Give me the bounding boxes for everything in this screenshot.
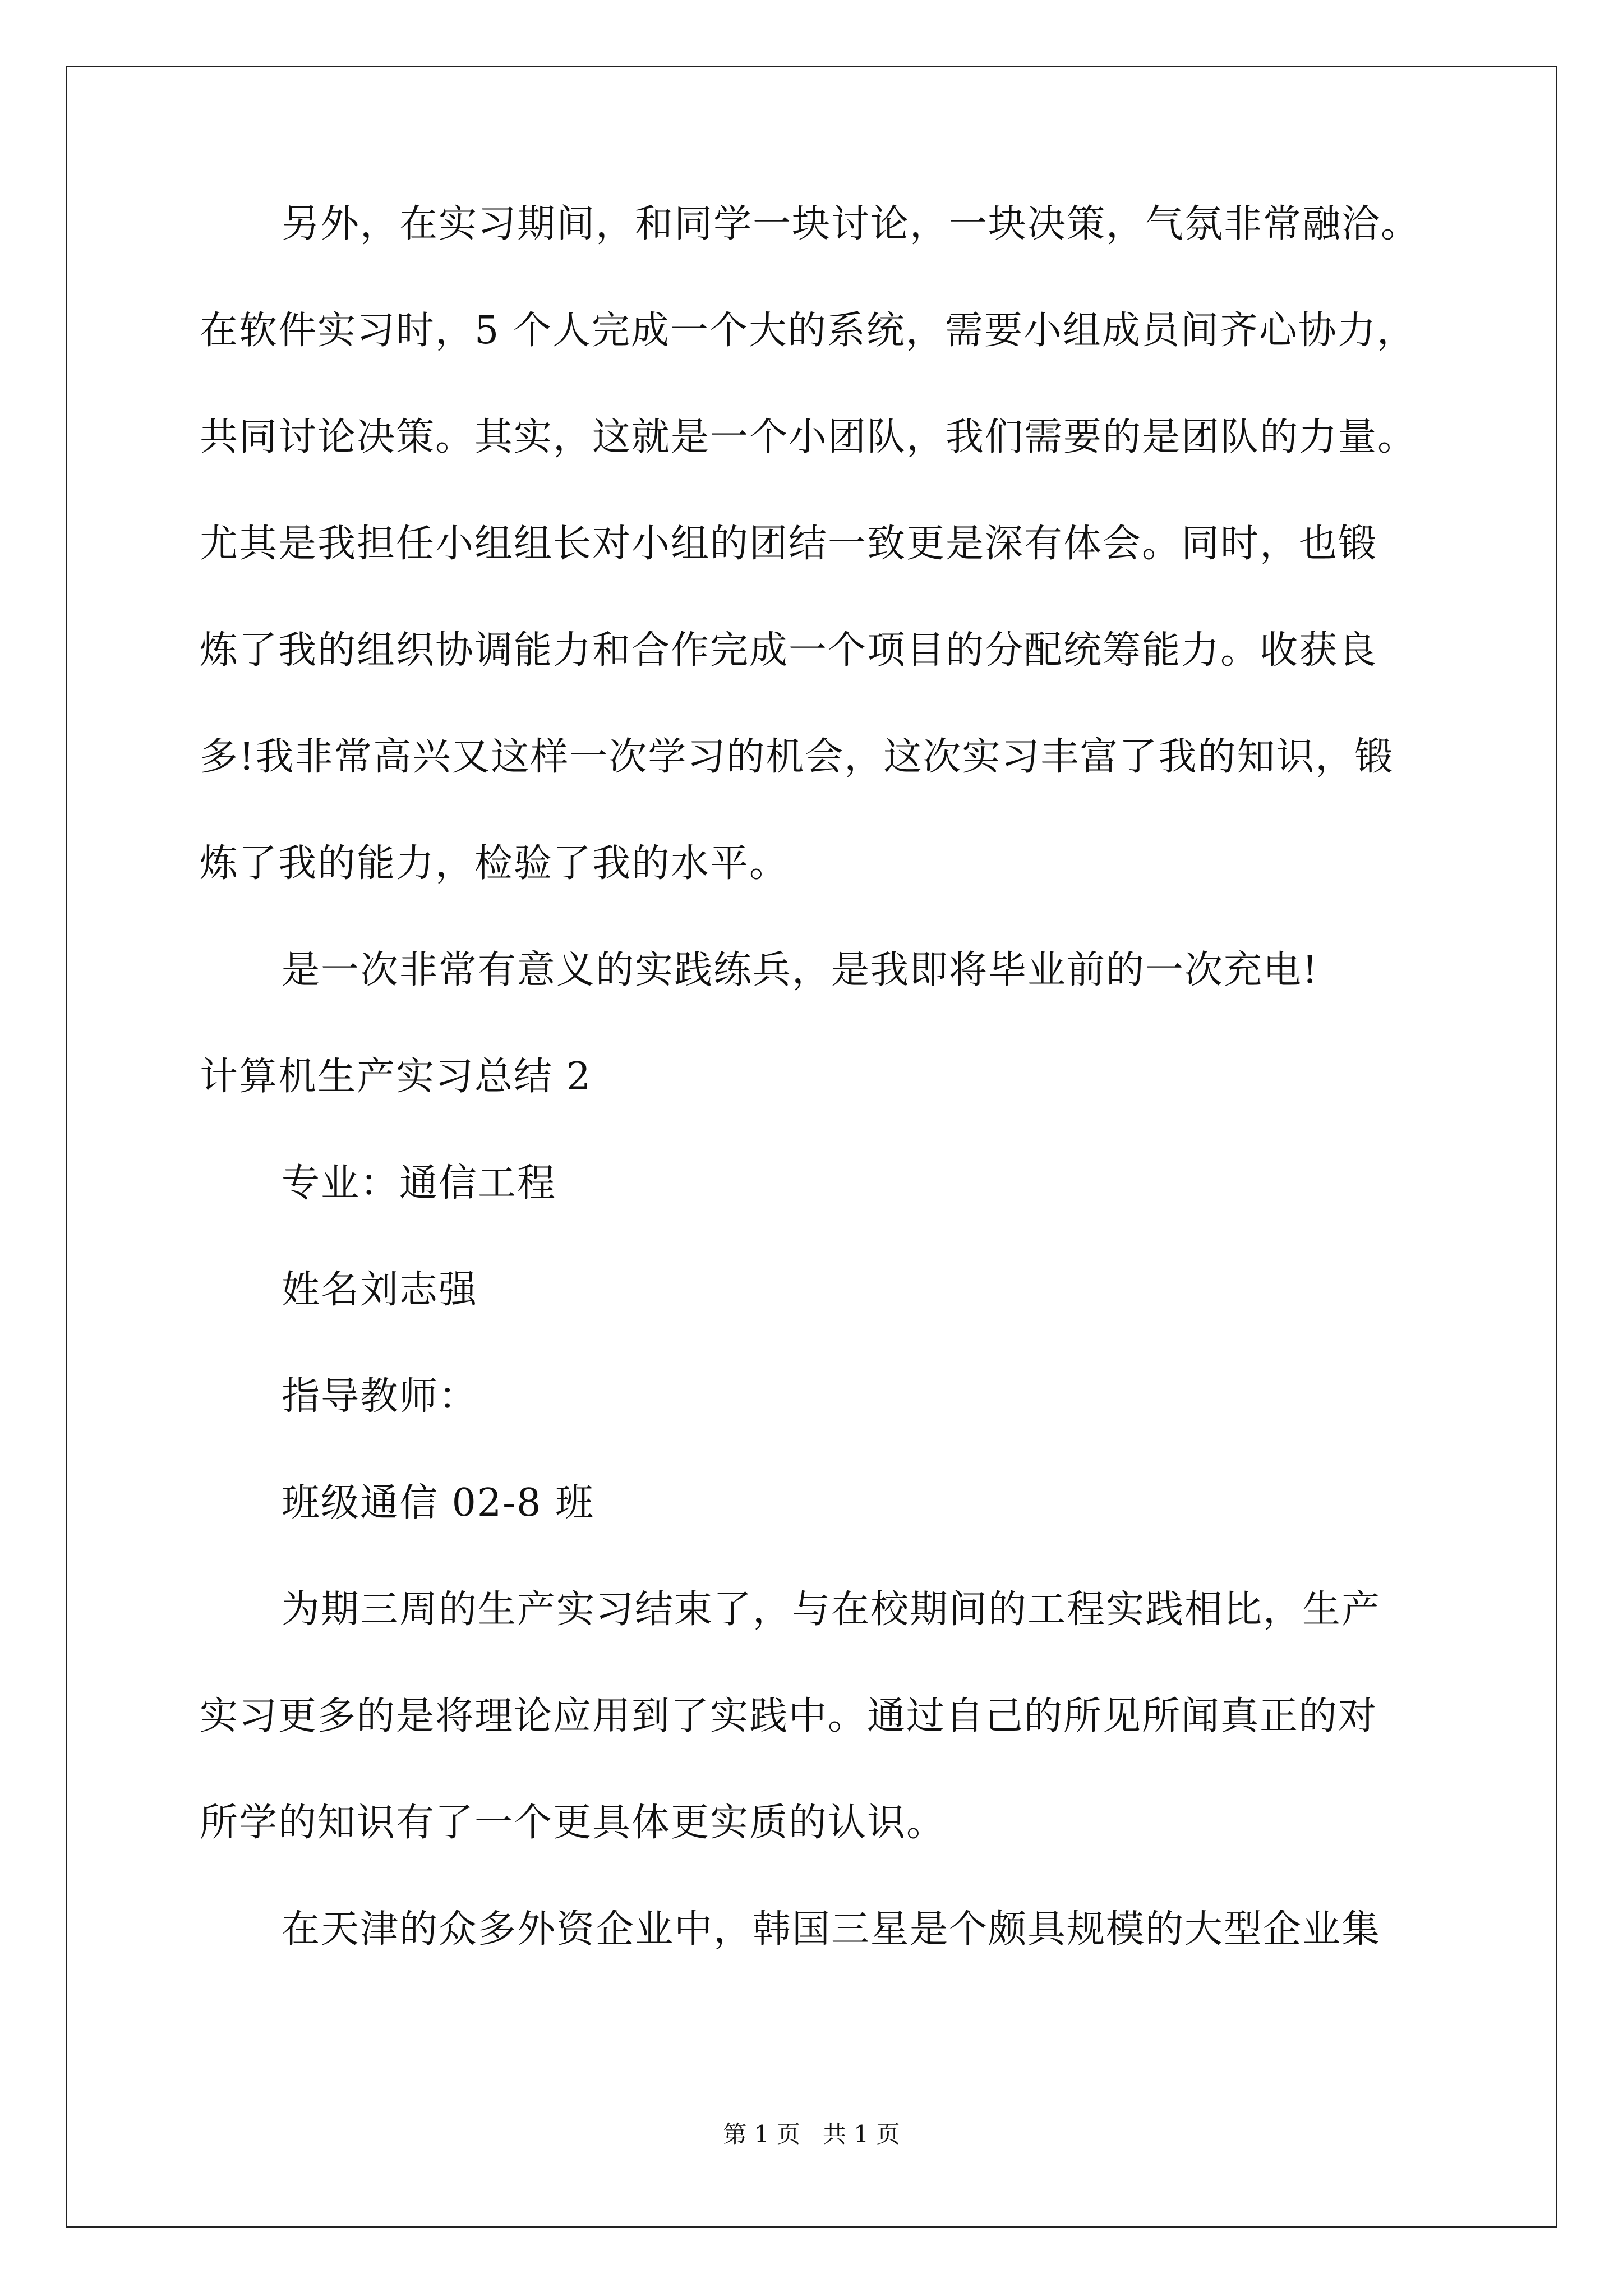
paragraph-line: 在天津的众多外资企业中，韩国三星是个颇具规模的大型企业集: [282, 1907, 1381, 1952]
paragraph-line: 共同讨论决策。其实，这就是一个小团队，我们需要的是团队的力量。: [200, 415, 1417, 459]
class-field: 班级通信 02-8 班: [282, 1481, 594, 1525]
paragraph-line: 尤其是我担任小组组长对小组的团结一致更是深有体会。同时，也锻: [200, 522, 1378, 566]
paragraph-line: 所学的知识有了一个更具体更实质的认识。: [200, 1801, 946, 1845]
paragraph-line: 实习更多的是将理论应用到了实践中。通过自己的所见所闻真正的对: [200, 1694, 1378, 1738]
paragraph-line: 另外，在实习期间，和同学一块讨论，一块决策，气氛非常融洽。: [282, 202, 1421, 246]
paragraph-line: 多!我非常高兴又这样一次学习的机会，这次实习丰富了我的知识，锻: [200, 735, 1394, 779]
major-field: 专业：通信工程: [282, 1161, 557, 1205]
advisor-field: 指导教师：: [282, 1374, 478, 1419]
paragraph-line: 是一次非常有意义的实践练兵，是我即将毕业前的一次充电!: [282, 948, 1319, 992]
paragraph-line: 炼了我的能力，检验了我的水平。: [200, 841, 789, 886]
section-heading: 计算机生产实习总结 2: [200, 1055, 592, 1099]
paragraph-line: 为期三周的生产实习结束了，与在校期间的工程实践相比，生产: [282, 1588, 1381, 1632]
page-number-footer: 第 1 页 共 1 页: [723, 2120, 900, 2148]
document-body: [200, 202, 1450, 2014]
paragraph-line: 炼了我的组织协调能力和合作完成一个项目的分配统筹能力。收获良: [200, 628, 1378, 673]
paragraph-line: 在软件实习时，5 个人完成一个大的系统，需要小组成员间齐心协力，: [200, 309, 1416, 353]
name-field: 姓名刘志强: [282, 1268, 478, 1312]
